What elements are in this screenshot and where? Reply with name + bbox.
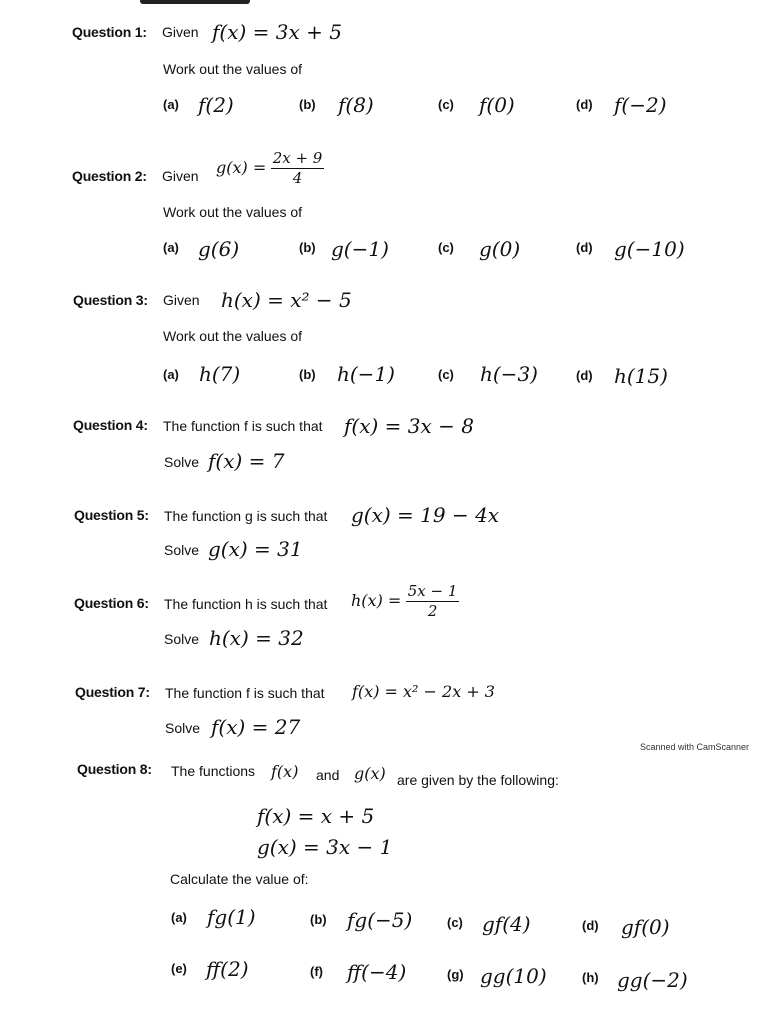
question-8-intro-b: are given by the following:	[397, 772, 559, 788]
q8-part-b-label: (b)	[310, 912, 327, 927]
question-8-intro-a: The functions	[171, 763, 256, 779]
q2-part-d-expr: g(−10)	[614, 237, 685, 261]
q8-part-g-label: (g)	[447, 967, 464, 982]
q8-part-c-expr: gf(4)	[482, 912, 531, 936]
question-8-label: Question 8:	[77, 761, 152, 777]
question-8-and: and	[316, 767, 340, 783]
question-8-definition-g: g(x) = 3x − 1	[257, 835, 393, 859]
question-1-prompt: Work out the values of	[163, 61, 303, 77]
q2-part-c-expr: g(0)	[479, 237, 521, 261]
question-1-intro: Given	[162, 24, 199, 40]
q6-def-denominator: 2	[427, 602, 438, 621]
question-5-solve-equation: g(x) = 31	[208, 537, 303, 561]
q8-part-f-expr: ff(−4)	[347, 960, 407, 984]
question-5-intro: The function g is such that	[164, 508, 328, 524]
question-1-definition: f(x) = 3x + 5	[212, 20, 342, 44]
question-8-prompt: Calculate the value of:	[170, 871, 309, 887]
top-edge-bar	[140, 0, 250, 4]
question-6-solve-equation: h(x) = 32	[209, 626, 304, 650]
question-5-label: Question 5:	[74, 507, 149, 523]
question-6-definition	[351, 583, 459, 621]
question-4-definition: f(x) = 3x − 8	[344, 414, 474, 438]
question-6-intro: The function h is such that	[164, 596, 328, 612]
question-3-label: Question 3:	[73, 292, 148, 308]
question-7-label: Question 7:	[75, 684, 150, 700]
question-1-label: Question 1:	[72, 24, 147, 40]
q3-part-d-label: (d)	[576, 368, 593, 383]
q8-part-e-label: (e)	[171, 961, 187, 976]
question-8-gx: g(x)	[354, 764, 386, 783]
question-7-intro: The function f is such that	[165, 685, 325, 701]
q6-def-numerator: 5x − 1	[406, 583, 460, 602]
q3-part-b-expr: h(−1)	[337, 362, 395, 386]
q8-part-c-label: (c)	[447, 915, 463, 930]
question-2-prompt: Work out the values of	[163, 204, 303, 220]
q2-part-a-label: (a)	[163, 240, 179, 255]
question-4-intro: The function f is such that	[163, 418, 323, 434]
q3-part-c-label: (c)	[438, 367, 454, 382]
q8-part-a-label: (a)	[171, 910, 187, 925]
q1-part-d-expr: f(−2)	[614, 93, 667, 117]
q8-part-b-expr: fg(−5)	[347, 908, 413, 932]
q1-part-c-expr: f(0)	[479, 93, 515, 117]
q8-part-a-expr: fg(1)	[207, 905, 256, 929]
question-6-solve-label: Solve	[164, 631, 200, 647]
q6-def-fraction	[406, 583, 460, 621]
question-2-definition	[216, 150, 324, 188]
q1-part-a-expr: f(2)	[198, 93, 234, 117]
question-8-definition-f: f(x) = x + 5	[257, 804, 375, 828]
q2-def-numerator: 2x + 9	[271, 150, 325, 169]
q3-part-c-expr: h(−3)	[480, 362, 538, 386]
q2-part-d-label: (d)	[576, 240, 593, 255]
question-3-prompt: Work out the values of	[163, 328, 303, 344]
question-4-solve-label: Solve	[164, 454, 200, 470]
q8-part-g-expr: gg(10)	[480, 964, 547, 988]
q8-part-e-expr: ff(2)	[206, 957, 249, 981]
camscanner-watermark: Scanned with CamScanner	[640, 742, 750, 752]
q2-def-denominator: 4	[292, 169, 303, 188]
q3-part-d-expr: h(15)	[614, 364, 668, 388]
question-7-solve-label: Solve	[165, 720, 201, 736]
q2-part-c-label: (c)	[438, 240, 454, 255]
q8-part-d-expr: gf(0)	[621, 915, 670, 939]
q1-part-a-label: (a)	[163, 97, 179, 112]
q1-part-b-expr: f(8)	[338, 93, 374, 117]
q3-part-a-expr: h(7)	[199, 362, 241, 386]
q6-def-lhs: h(x) =	[351, 590, 402, 610]
question-3-intro: Given	[163, 292, 200, 308]
question-4-label: Question 4:	[73, 417, 148, 433]
question-5-solve-label: Solve	[164, 542, 200, 558]
question-5-definition: g(x) = 19 − 4x	[351, 503, 500, 527]
question-7-solve-equation: f(x) = 27	[211, 715, 301, 739]
q8-part-d-label: (d)	[582, 918, 599, 933]
q2-part-b-label: (b)	[299, 240, 316, 255]
question-8-fx: f(x)	[271, 762, 299, 781]
q1-part-d-label: (d)	[576, 97, 593, 112]
q1-part-b-label: (b)	[299, 97, 316, 112]
q3-part-b-label: (b)	[299, 367, 316, 382]
q2-def-lhs: g(x) =	[216, 157, 267, 177]
q2-def-fraction	[271, 150, 325, 188]
q3-part-a-label: (a)	[163, 367, 179, 382]
question-2-intro: Given	[162, 168, 199, 184]
q8-part-h-expr: gg(−2)	[617, 968, 688, 992]
question-3-definition: h(x) = x² − 5	[221, 288, 352, 312]
question-6-label: Question 6:	[74, 595, 149, 611]
question-7-definition: f(x) = x² − 2x + 3	[352, 682, 495, 701]
q8-part-f-label: (f)	[310, 964, 323, 979]
question-2-label: Question 2:	[72, 168, 147, 184]
q1-part-c-label: (c)	[438, 97, 454, 112]
question-4-solve-equation: f(x) = 7	[208, 449, 285, 473]
q8-part-h-label: (h)	[582, 970, 599, 985]
q2-part-a-expr: g(6)	[198, 237, 240, 261]
q2-part-b-expr: g(−1)	[331, 237, 389, 261]
